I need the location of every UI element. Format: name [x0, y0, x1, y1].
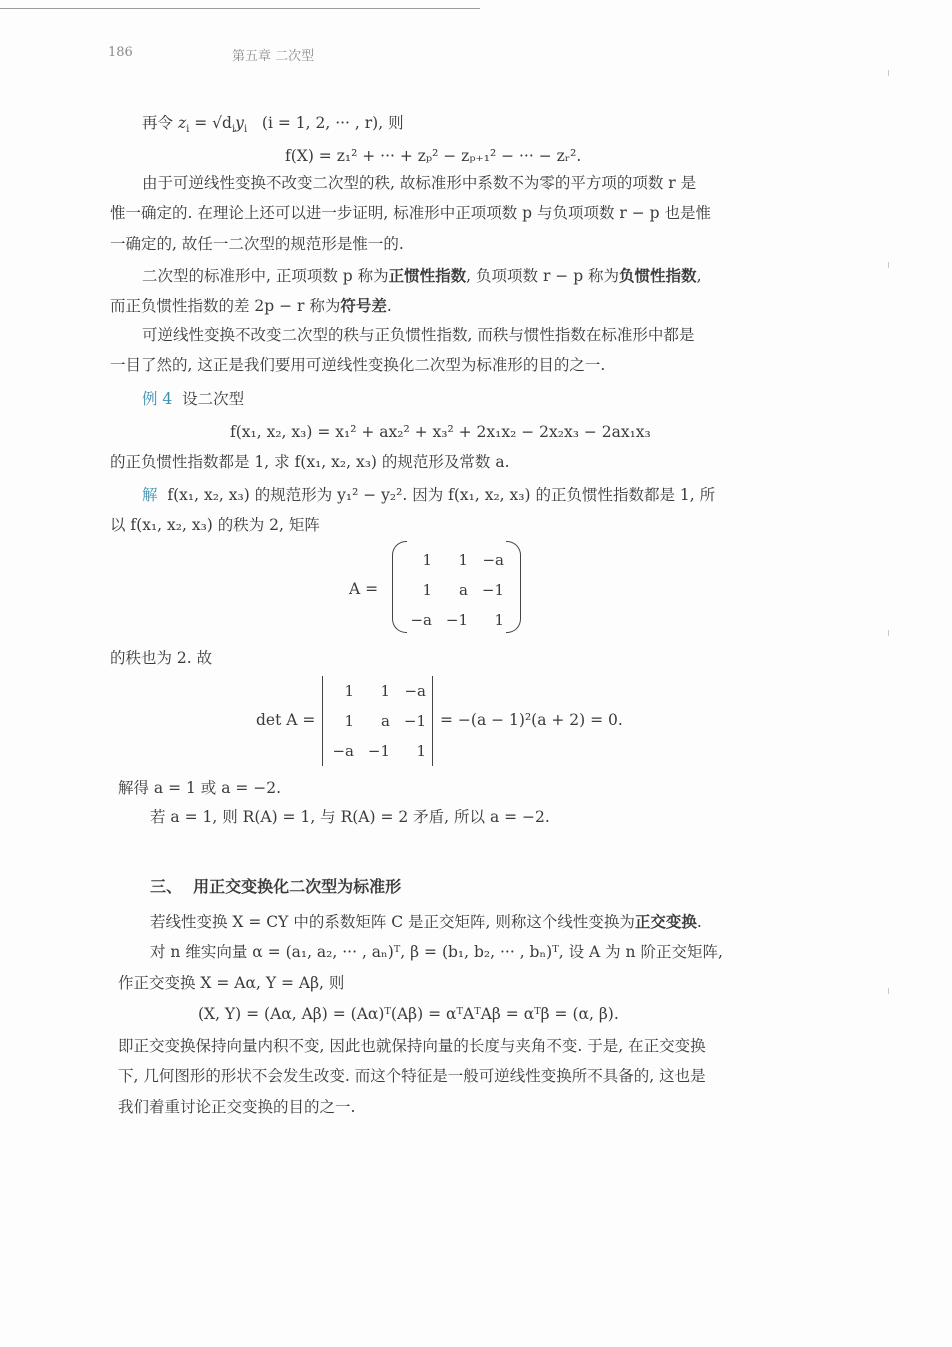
right-bar: [432, 676, 433, 766]
scan-mark: [888, 630, 889, 636]
section-heading: 三、 用正交变换化二次型为标准形: [150, 877, 402, 896]
formula-fX: f(X) = z₁² + ··· + zₚ² − zₚ₊₁² − ··· − zᵣ².: [285, 147, 582, 165]
scan-mark: [888, 988, 889, 994]
text-line: 解得 a = 1 或 a = −2.: [118, 779, 282, 797]
text-line: 再令 $z_i = √d_iy_i$ (i = 1, 2, ··· , r), 则: [142, 114, 404, 136]
formula-inner-product: (X, Y) = (Aα, Aβ) = (Aα)ᵀ(Aβ) = αᵀAᵀAβ = αᵀβ = (α, β).: [198, 1005, 619, 1023]
text-line: 对 n 维实向量 α = (a₁, a₂, ··· , aₙ)ᵀ, β = (b₁, b₂, ··· , bₙ)ᵀ, 设 A 为 n 阶正交矩阵,: [150, 943, 723, 961]
matrix-label: A =: [349, 580, 379, 598]
scan-mark: [888, 70, 889, 76]
text-line: 的秩也为 2. 故: [110, 649, 213, 667]
det-result: = −(a − 1)²(a + 2) = 0.: [440, 711, 623, 729]
text-line: 若线性变换 X = CY 中的系数矩阵 C 是正交矩阵, 则称这个线性变换为正交变换.: [150, 912, 702, 931]
text-line: 即正交变换保持向量内积不变, 因此也就保持向量的长度与夹角不变. 于是, 在正交变换: [118, 1037, 706, 1055]
text-line: 二次型的标准形中, 正项项数 p 称为正惯性指数, 负项项数 r − p 称为负惯性指数,: [142, 266, 702, 285]
solution-line: 解 f(x₁, x₂, x₃) 的规范形为 y₁² − y₂². 因为 f(x₁, x₂, x₃) 的正负惯性指数都是 1, 所: [142, 486, 716, 504]
text-line: 可逆线性变换不改变二次型的秩与正负惯性指数, 而秩与惯性指数在标准形中都是: [142, 326, 695, 344]
text-line: 作正交变换 X = Aα, Y = Aβ, 则: [118, 974, 345, 992]
book-page: 186 第五章 二次型 再令 $z_i = √d_iy_i$ (i = 1, 2, ··· , r), 则 f(X) = z₁² + ··· + zₚ² − zₚ₊₁² − ··· − zᵣ². 由于可逆线性变换不改变二次型的秩, 故标准形中系数不为零的平方项的项数 r 是 惟一确定的. 在理论上还可以进一步证明, 标准形中正项项数 p 与负项项数 r − p 也是惟 一确定的, 故任一二次型的规范形是惟一的. 二次型的标准形中, 正项项数 p 称为正惯性指数, 负项项数 r − p 称为负惯性指数, 而正负惯性指数的差 2p − r 称为符号差. 可逆线性变换不改变二次型的秩与正负惯性指数, 而秩与惯性指数在标准形中都是 一目了然的, 这正是我们要用可逆线性变换化二次型为标准形的目的之一. 例 4 设二次型 f(x₁, x₂, x₃) = x₁² + ax₂² + x₃² + 2x₁x₂ − 2x₂x₃ − 2ax₁x₃ 的正负惯性指数都是 1, 求 f(x₁, x₂, x₃) 的规范形及常数 a. 解 f(x₁, x₂, x₃) 的规范形为 y₁² − y₂². 因为 f(x₁, x₂, x₃) 的正负惯性指数都是 1, 所 以 f(x₁, x₂, x₃) 的秩为 2, 矩阵 A = 1 1 −a 1 a −1 −a −1 1 的秩也为 2. 故 det A = 1 1 −a 1 a −1 −a −1 1 = −(a − 1)²(a + 2) = 0. 解得 a = 1 或 a = −2. 若 a = 1, 则 R(A) = 1, 与 R(A) = 2 矛盾, 所以 a = −2. 三、 用正交变换化二次型为标准形 若线性变换 X = CY 中的系数矩阵 C 是正交矩阵, 则称这个线性变换为正交变换. 对 n 维实向量 α = (a₁, a₂, ··· , aₙ)ᵀ, β = (b₁, b₂, ··· , bₙ)ᵀ, 设 A 为 n 阶正交矩阵, 作正交变换 X = Aα, Y = Aβ, 则 (X, Y) = (Aα, Aβ) = (Aα)ᵀ(Aβ) = αᵀAᵀAβ = αᵀβ = (α, β). 即正交变换保持向量内积不变, 因此也就保持向量的长度与夹角不变. 于是, 在正交变换 下, 几何图形的形状不会发生改变. 而这个特征是一般可逆线性变换所不具备的, 这也是 我们着重讨论正交变换的目的之一.: [0, 0, 952, 1347]
text-line: 我们着重讨论正交变换的目的之一.: [118, 1098, 356, 1116]
text-line: 由于可逆线性变换不改变二次型的秩, 故标准形中系数不为零的平方项的项数 r 是: [142, 174, 697, 192]
example-heading: 例 4 设二次型: [142, 390, 245, 408]
text-line: 的正负惯性指数都是 1, 求 f(x₁, x₂, x₃) 的规范形及常数 a.: [110, 453, 510, 471]
term-orthogonal-transform: 正交变换: [634, 912, 697, 931]
text-line: 惟一确定的. 在理论上还可以进一步证明, 标准形中正项项数 p 与负项项数 r − p 也是惟: [110, 204, 712, 222]
page-number: 186: [108, 45, 133, 60]
example-label: 例 4: [142, 390, 173, 408]
right-paren: [506, 541, 521, 633]
chapter-header: 第五章 二次型: [232, 49, 315, 64]
formula-quadratic: f(x₁, x₂, x₃) = x₁² + ax₂² + x₃² + 2x₁x₂ − 2x₂x₃ − 2ax₁x₃: [230, 423, 651, 441]
text-line: 下, 几何图形的形状不会发生改变. 而这个特征是一般可逆线性变换所不具备的, 这也是: [118, 1067, 706, 1085]
text-line: 若 a = 1, 则 R(A) = 1, 与 R(A) = 2 矛盾, 所以 a = −2.: [150, 808, 550, 826]
text-line: 而正负惯性指数的差 2p − r 称为符号差.: [110, 296, 392, 315]
solution-label: 解: [142, 486, 158, 504]
term-positive-index: 正惯性指数: [388, 266, 467, 285]
term-negative-index: 负惯性指数: [619, 266, 697, 285]
text-line: 一确定的, 故任一二次型的规范形是惟一的.: [110, 235, 404, 253]
det-label: det A =: [256, 711, 316, 729]
text-line: 以 f(x₁, x₂, x₃) 的秩为 2, 矩阵: [110, 516, 320, 534]
text-line: 一目了然的, 这正是我们要用可逆线性变换化二次型为标准形的目的之一.: [110, 356, 606, 374]
term-signature: 符号差: [340, 296, 387, 315]
scan-mark: [888, 262, 889, 268]
top-rule: [0, 8, 480, 9]
